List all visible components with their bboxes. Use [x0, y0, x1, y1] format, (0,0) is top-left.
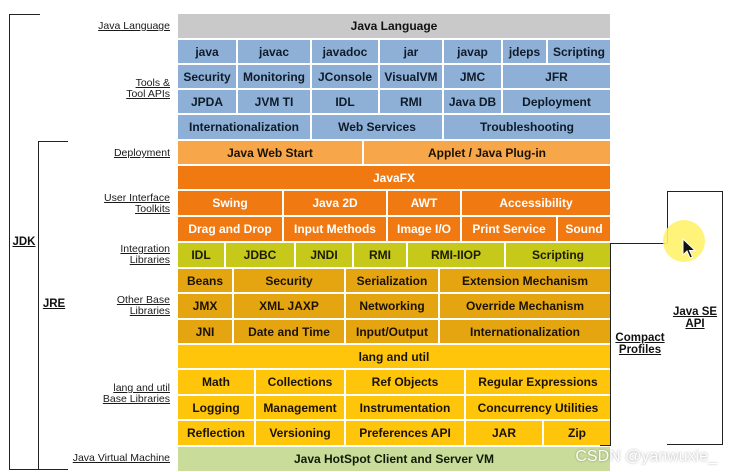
mouse-pointer-icon — [682, 238, 696, 260]
cell-concurrency-utilities: Concurrency Utilities — [466, 396, 610, 419]
cell-java-web-start: Java Web Start — [178, 141, 362, 164]
cell-security-tool: Security — [178, 65, 236, 88]
cell-jmc: JMC — [444, 65, 501, 88]
cell-accessibility: Accessibility — [462, 191, 610, 215]
cell-jar: jar — [380, 40, 442, 63]
cell-preferences-api: Preferences API — [346, 421, 464, 445]
cell-math: Math — [178, 370, 254, 394]
cell-java-language: Java Language — [178, 14, 610, 38]
cell-monitoring: Monitoring — [238, 65, 310, 88]
cell-scripting-int: Scripting — [506, 243, 610, 267]
cell-jvmti: JVM TI — [238, 90, 310, 113]
cell-hotspot-vm: Java HotSpot Client and Server VM — [178, 447, 610, 471]
cell-internationalization-tool: Internationalization — [178, 115, 310, 139]
cell-jdbc: JDBC — [226, 243, 294, 267]
cell-jmx: JMX — [178, 294, 232, 318]
cell-visualvm: VisualVM — [380, 65, 442, 88]
cell-logging: Logging — [178, 396, 254, 419]
cell-troubleshooting: Troubleshooting — [444, 115, 610, 139]
cell-awt: AWT — [388, 191, 460, 215]
cell-jdeps: jdeps — [503, 40, 546, 63]
cell-swing: Swing — [178, 191, 282, 215]
javase-api-label: Java SE API — [668, 306, 722, 330]
cell-input-methods: Input Methods — [284, 217, 386, 241]
cell-xml-jaxp: XML JAXP — [234, 294, 344, 318]
compact-profiles-line-vert — [610, 243, 611, 445]
cell-javac: javac — [238, 40, 310, 63]
watermark: CSDN @yanwuxie_ — [575, 448, 717, 465]
cell-date-and-time: Date and Time — [234, 320, 344, 343]
cell-print-service: Print Service — [462, 217, 556, 241]
cell-jar-lib: JAR — [466, 421, 542, 445]
row-label-lang-util: lang and util Base Libraries — [102, 382, 170, 405]
row-label-deployment: Deployment — [113, 147, 170, 159]
cell-collections: Collections — [256, 370, 344, 394]
cell-security-base: Security — [234, 269, 344, 292]
cell-deployment-tool: Deployment — [503, 90, 610, 113]
jre-label: JRE — [40, 298, 68, 310]
compact-profiles-label: Compact Profiles — [612, 332, 668, 356]
cell-management: Management — [256, 396, 344, 419]
cell-internationalization-base: Internationalization — [440, 320, 610, 343]
cell-idl-tool: IDL — [312, 90, 378, 113]
row-label-jvm: Java Virtual Machine — [72, 452, 170, 464]
cell-java: java — [178, 40, 236, 63]
cell-web-services: Web Services — [312, 115, 442, 139]
cell-extension-mechanism: Extension Mechanism — [440, 269, 610, 292]
jdk-label: JDK — [10, 236, 38, 248]
cell-rmi-tool: RMI — [380, 90, 442, 113]
row-label-other-base: Other Base Libraries — [116, 294, 170, 317]
cell-input-output: Input/Output — [346, 320, 438, 343]
cell-rmi-iiop: RMI-IIOP — [408, 243, 504, 267]
cell-reflection: Reflection — [178, 421, 254, 445]
cell-java2d: Java 2D — [284, 191, 386, 215]
cell-applet-plugin: Applet / Java Plug-in — [364, 141, 610, 164]
cell-lang-and-util: lang and util — [178, 345, 610, 368]
cell-override-mechanism: Override Mechanism — [440, 294, 610, 318]
cell-versioning: Versioning — [256, 421, 344, 445]
row-label-java-language: Java Language — [98, 20, 170, 32]
cell-ref-objects: Ref Objects — [346, 370, 464, 394]
cell-drag-and-drop: Drag and Drop — [178, 217, 282, 241]
row-label-integration: Integration Libraries — [120, 243, 170, 266]
cell-idl-int: IDL — [178, 243, 224, 267]
cell-image-io: Image I/O — [388, 217, 460, 241]
cell-zip: Zip — [544, 421, 610, 445]
cell-serialization: Serialization — [346, 269, 438, 292]
cell-jni: JNI — [178, 320, 232, 343]
cell-scripting-tool: Scripting — [548, 40, 610, 63]
cell-jndi: JNDI — [296, 243, 352, 267]
cell-jfr: JFR — [503, 65, 610, 88]
cell-instrumentation: Instrumentation — [346, 396, 464, 419]
cell-javadoc: javadoc — [312, 40, 378, 63]
row-label-tools: Tools & Tool APIs — [126, 77, 170, 100]
cell-networking: Networking — [346, 294, 438, 318]
cell-beans: Beans — [178, 269, 232, 292]
cell-jpda: JPDA — [178, 90, 236, 113]
cell-sound: Sound — [558, 217, 610, 241]
compact-profiles-line-bottom — [600, 445, 611, 446]
cell-jconsole: JConsole — [312, 65, 378, 88]
cell-javadb: Java DB — [444, 90, 501, 113]
row-label-ui-toolkits: User Interface Toolkits — [104, 192, 170, 215]
compact-profiles-line-top — [610, 243, 667, 244]
cell-javap: javap — [444, 40, 501, 63]
cell-rmi-int: RMI — [354, 243, 406, 267]
cell-regular-expressions: Regular Expressions — [466, 370, 610, 394]
cell-javafx: JavaFX — [178, 166, 610, 189]
